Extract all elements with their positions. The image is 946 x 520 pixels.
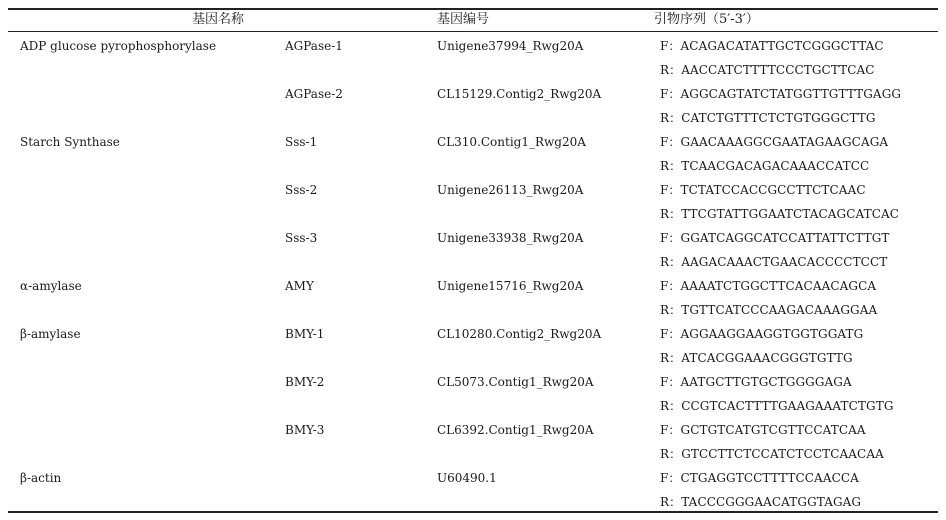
gene-name-cell: β-actin [20,471,62,485]
gene-name-cell: ADP glucose pyrophosphorylase [20,39,217,53]
gene-abbr-cell: BMY-2 [285,375,325,389]
primer-forward-cell: F：AGGCAGTATCTATGGTTGTTTGAGG [660,87,902,101]
primer-reverse-cell: R：TACCCGGGAACATGGTAGAG [660,495,862,509]
gene-id-cell: Unigene26113_Rwg20A [437,183,584,197]
header-primer: 引物序列（5′-3′） [654,12,759,27]
gene-id-cell: Unigene37994_Rwg20A [437,39,584,53]
gene-name-cell: β-amylase [20,327,81,341]
gene-abbr-cell: BMY-1 [285,327,325,341]
primer-forward-cell: F：AATGCTTGTGCTGGGGAGA [660,375,852,389]
primer-reverse-cell: R：GTCCTTCTCCATCTCCTCAACAA [660,447,884,461]
header-gene-id: 基因编号 [437,12,490,27]
primer-forward-cell: F：GCTGTCATGTCGTTCCATCAA [660,423,866,437]
primer-reverse-cell: R：TGTTCATCCCAAGACAAAGGAA [660,303,878,317]
primer-forward-cell: F：AGGAAGGAAGGTGGTGGATG [660,327,864,341]
gene-abbr-cell: Sss-2 [285,183,318,197]
gene-id-cell: CL10280.Contig2_Rwg20A [437,327,602,341]
table-header-rule [8,31,938,32]
gene-id-cell: Unigene33938_Rwg20A [437,231,584,245]
gene-id-cell: U60490.1 [437,471,497,485]
primer-reverse-cell: R：TTCGTATTGGAATCTACAGCATCAC [660,207,900,221]
primer-forward-cell: F：ACAGACATATTGCTCGGGCTTAC [660,39,884,53]
gene-id-cell: CL5073.Contig1_Rwg20A [437,375,594,389]
header-gene-name: 基因名称 [192,12,245,27]
gene-abbr-cell: Sss-1 [285,135,318,149]
gene-abbr-cell: AGPase-2 [285,87,343,101]
primer-reverse-cell: R：AACCATCTTTTCCCTGCTTCAC [660,63,875,77]
gene-name-cell: α-amylase [20,279,82,293]
table-top-rule [8,8,938,10]
gene-abbr-cell: Sss-3 [285,231,318,245]
primer-forward-cell: F：GGATCAGGCATCCATTATTCTTGT [660,231,890,245]
gene-id-cell: CL15129.Contig2_Rwg20A [437,87,602,101]
table-bottom-rule [8,511,938,513]
gene-abbr-cell: AMY [285,279,314,293]
primer-reverse-cell: R：CCGTCACTTTTGAAGAAATCTGTG [660,399,894,413]
primer-reverse-cell: R：ATCACGGAAACGGGTGTTG [660,351,853,365]
primer-reverse-cell: R：CATCTGTTTCTCTGTGGGCTTG [660,111,876,125]
gene-name-cell: Starch Synthase [20,135,120,149]
primer-forward-cell: F：AAAATCTGGCTTCACAACAGCA [660,279,877,293]
gene-abbr-cell: AGPase-1 [285,39,343,53]
primer-forward-cell: F：TCTATCCACCGCCTTCTCAAC [660,183,866,197]
gene-id-cell: CL310.Contig1_Rwg20A [437,135,586,149]
primer-reverse-cell: R：TCAACGACAGACAAACCATCC [660,159,870,173]
primer-forward-cell: F：CTGAGGTCCTTTTCCAACCA [660,471,859,485]
gene-id-cell: Unigene15716_Rwg20A [437,279,584,293]
primer-forward-cell: F：GAACAAAGGCGAATAGAAGCAGA [660,135,889,149]
primer-reverse-cell: R：AAGACAAACTGAACACCCCTCCT [660,255,888,269]
gene-abbr-cell: BMY-3 [285,423,325,437]
gene-id-cell: CL6392.Contig1_Rwg20A [437,423,594,437]
